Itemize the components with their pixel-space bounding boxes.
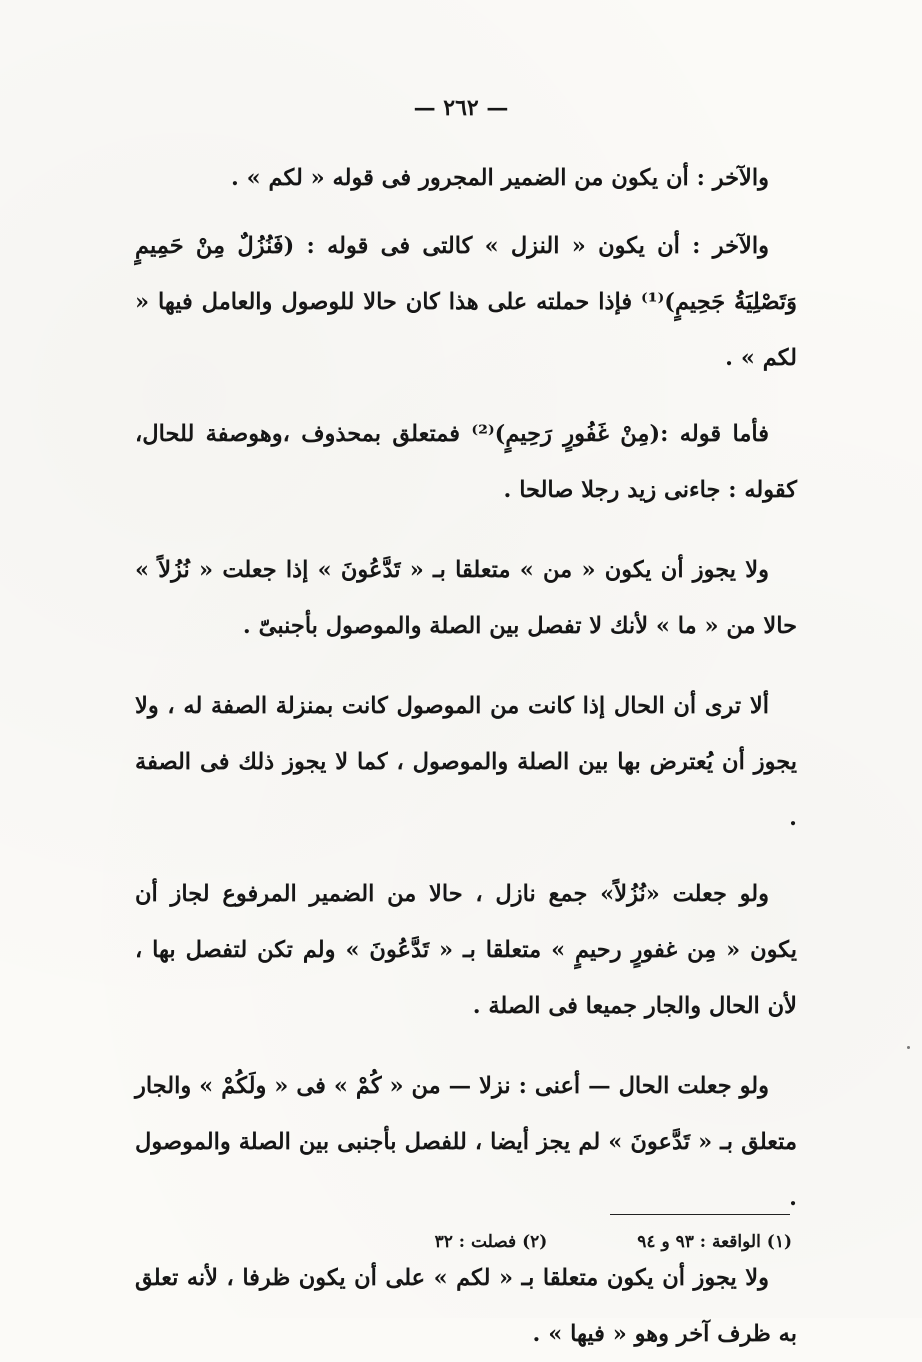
footnotes bbox=[300, 1232, 792, 1252]
paragraph: ولو جعلت الحال — أعنى : نزلا — من « كُمْ » فى « ولَكُمْ » والجار متعلق بـ « تَدَّعونَ » لم يجز أيضا ، للفصل بأجنبى بين الصلة والموصول . bbox=[135, 1073, 797, 1211]
footnote-divider bbox=[610, 1214, 790, 1215]
paragraph: والآخر : أن يكون « النزل » كالتى فى قوله : (فَنُزُلٌ مِنْ حَمِيمٍ وَتَصْلِيَةُ جَحِيمٍ)⁽¹⁾ فإذا حملته على هذا كان حالا للوصول والعامل فيها « لكم » . bbox=[135, 233, 797, 371]
footnote-2: (٢) فصلت : ٣٢ bbox=[434, 1232, 548, 1252]
paragraph: والآخر : أن يكون من الضمير المجرور فى قوله « لكم » . bbox=[230, 165, 769, 191]
scan-speck bbox=[907, 1046, 910, 1049]
body-text bbox=[135, 150, 797, 1362]
footnote-1: (١) الواقعة : ٩٣ و ٩٤ bbox=[637, 1232, 792, 1252]
paragraph: ولو جعلت «نُزُلاً» جمع نازل ، حالا من الضمير المرفوع لجاز أن يكون « مِن غفورٍ رحيمٍ » متعلقا بـ « تَدَّعُونَ » ولم تكن لتفصل بها ، لأن الحال والجار جميعا فى الصلة . bbox=[135, 881, 797, 1019]
page-number: — ٢٦٢ — bbox=[413, 95, 509, 121]
paragraph: ولا يجوز أن يكون « من » متعلقا بـ « تَدَّعُونَ » إذا جعلت « نُزُلاً » حالا من « ما » لأنك لا تفصل بين الصلة والموصول بأجنبىّ . bbox=[135, 557, 797, 639]
paragraph: فأما قوله :(مِنْ غَفُورٍ رَحِيمٍ)⁽²⁾ فمتعلق بمحذوف ،وهوصفة للحال، كقوله : جاءنى زيد رجلا صالحا . bbox=[135, 421, 797, 503]
paragraph: ألا ترى أن الحال إذا كانت من الموصول كانت بمنزلة الصفة له ، ولا يجوز أن يُعترض بها بين الصلة والموصول ، كما لا يجوز ذلك فى الصفة . bbox=[135, 693, 797, 831]
paragraph: ولا يجوز أن يكون متعلقا بـ « لكم » على أن يكون ظرفا ، لأنه تعلق به ظرف آخر وهو « فيها » . bbox=[135, 1265, 797, 1347]
